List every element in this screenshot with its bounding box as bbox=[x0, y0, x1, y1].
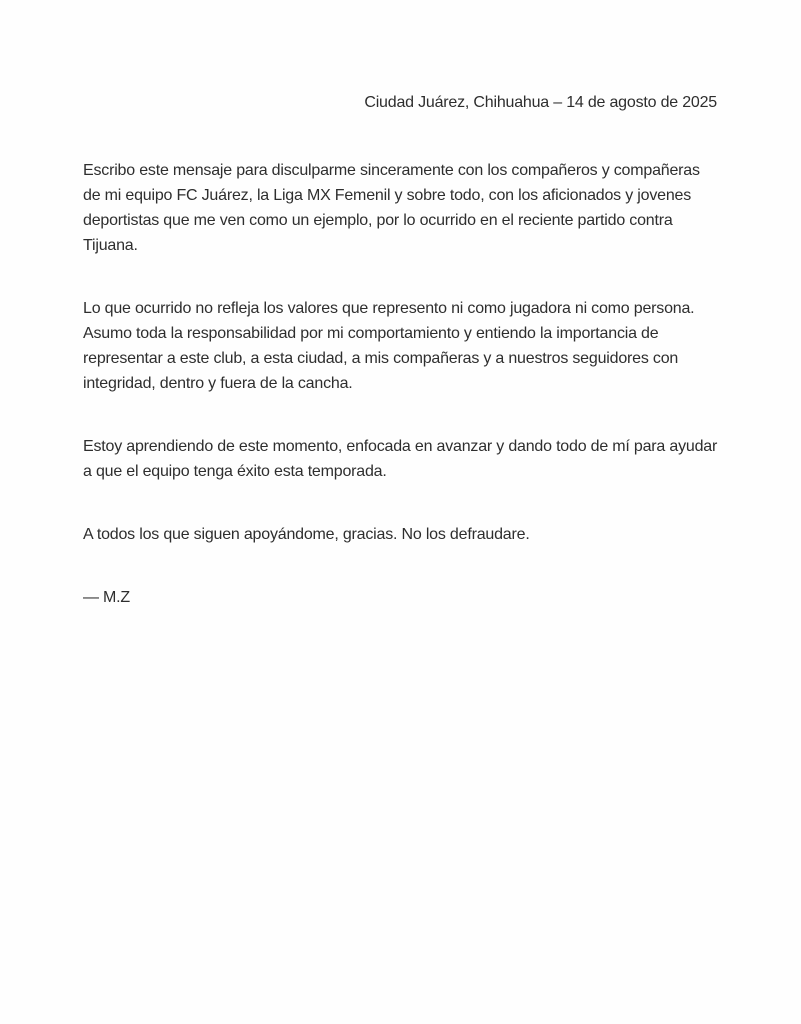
letter-line: deportistas que me ven como un ejemplo, por lo ocurrido en el reciente partido contra bbox=[83, 212, 673, 229]
letter-paragraph-learning bbox=[83, 434, 717, 484]
letter-paragraph-thanks bbox=[83, 522, 717, 547]
letter-paragraph-responsibility bbox=[83, 296, 717, 396]
letter-line: a que el equipo tenga éxito esta temporada. bbox=[83, 463, 387, 480]
letter-line: integridad, dentro y fuera de la cancha. bbox=[83, 375, 353, 392]
letter-line: Asumo toda la responsabilidad por mi comportamiento y entiendo la importancia de bbox=[83, 325, 659, 342]
letter-line: A todos los que siguen apoyándome, gracias. No los defraudare. bbox=[83, 526, 530, 543]
letter-line: Tijuana. bbox=[83, 237, 138, 254]
letter-line: Lo que ocurrido no refleja los valores que represento ni como jugadora ni como persona. bbox=[83, 300, 695, 317]
letter-dateline: Ciudad Juárez, Chihuahua – 14 de agosto de 2025 bbox=[364, 94, 717, 111]
letter-line: de mi equipo FC Juárez, la Liga MX Femenil y sobre todo, con los aficionados y jovenes bbox=[83, 187, 692, 204]
letter-line: Estoy aprendiendo de este momento, enfocada en avanzar y dando todo de mí para ayudar bbox=[83, 438, 718, 455]
letter-signature: — M.Z bbox=[83, 589, 130, 606]
letter-paragraph-intro bbox=[83, 158, 717, 258]
letter-line: representar a este club, a esta ciudad, a mis compañeras y a nuestros seguidores con bbox=[83, 350, 679, 367]
letter-line: Escribo este mensaje para disculparme sinceramente con los compañeros y compañeras bbox=[83, 162, 700, 179]
